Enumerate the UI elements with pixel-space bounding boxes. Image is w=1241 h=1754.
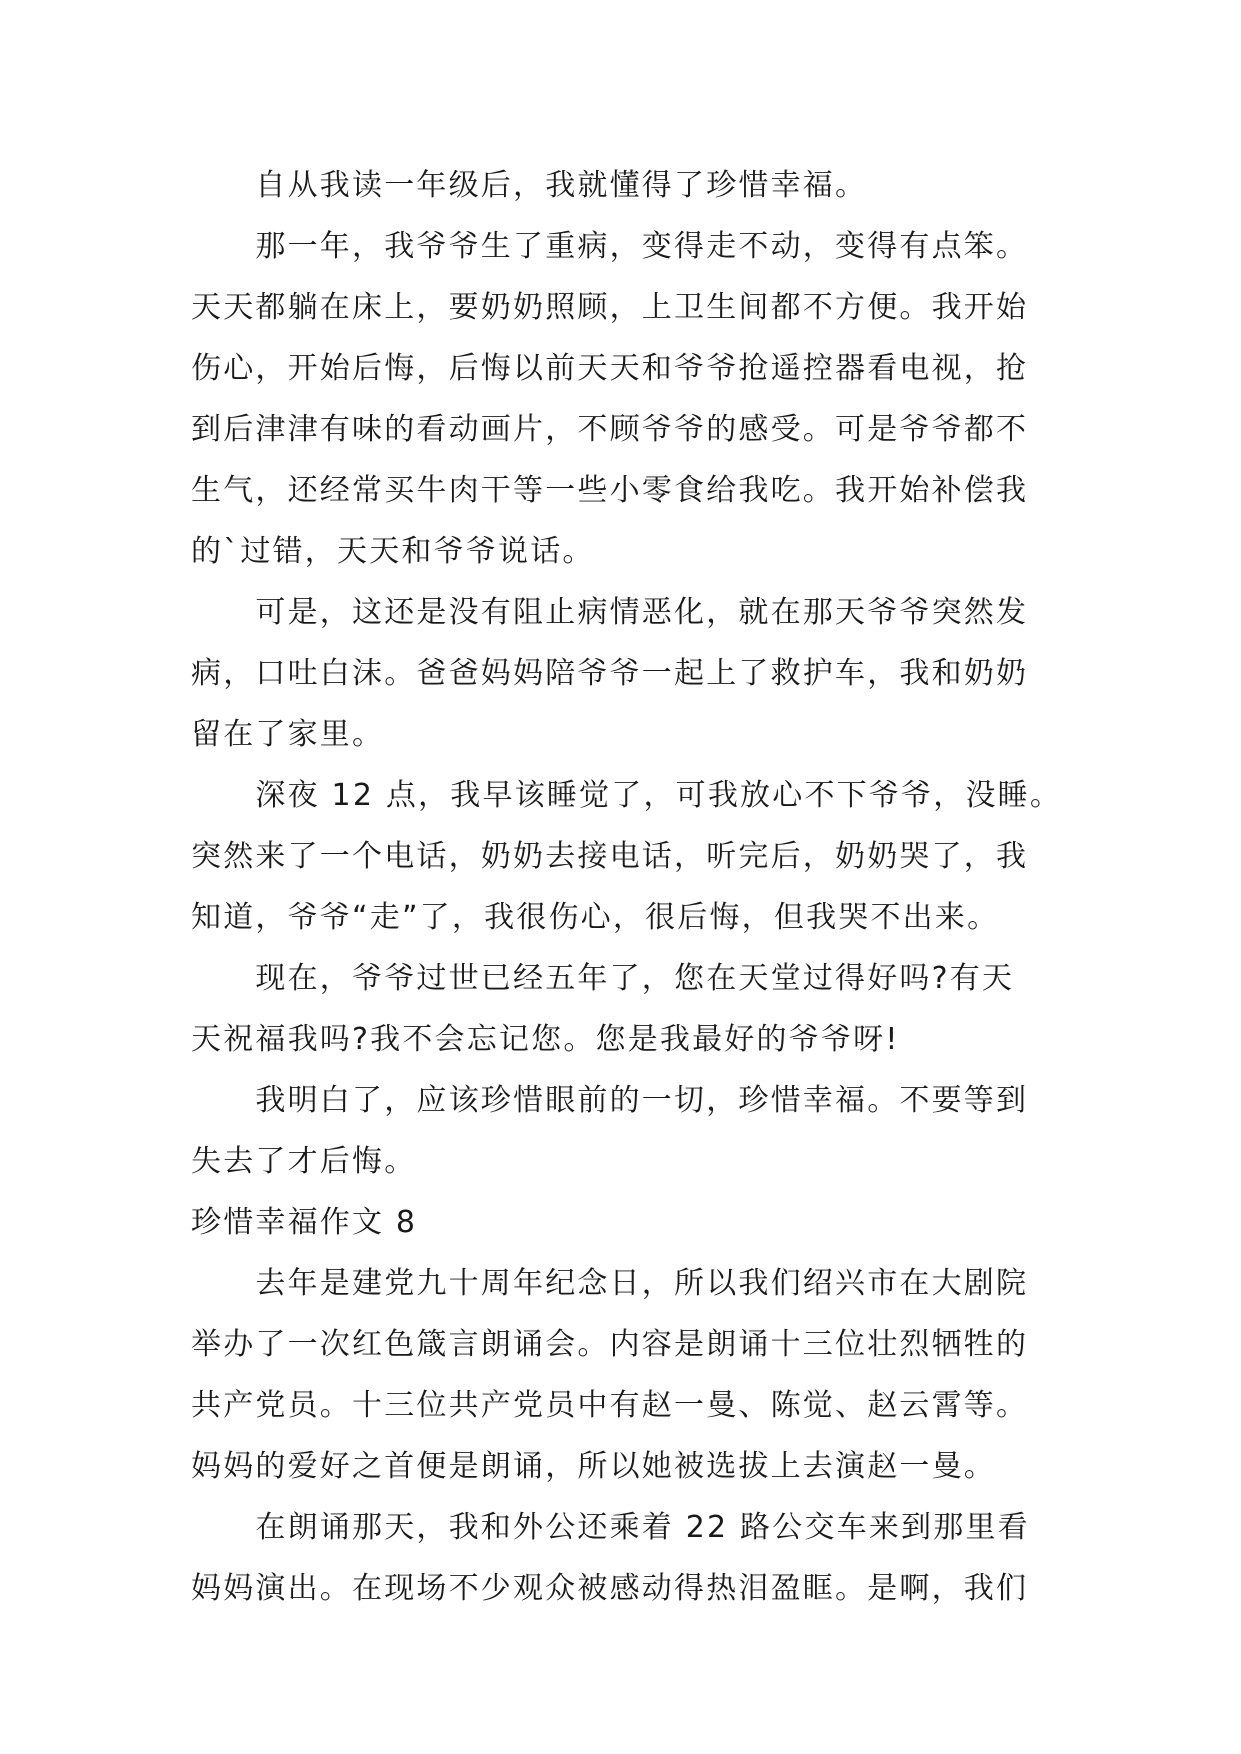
text-line: 生气，还经常买牛肉干等一些小零食给我吃。我开始补偿我	[191, 473, 1029, 508]
text-line: 妈妈演出。在现场不少观众被感动得热泪盈眶。是啊，我们	[191, 1571, 1029, 1606]
text-line: 现在，爷爷过世已经五年了，您在天堂过得好吗?有天	[191, 961, 1015, 996]
text-line: 在朗诵那天，我和外公还乘着 22 路公交车来到那里看	[191, 1510, 1030, 1545]
text-line: 天祝福我吗?我不会忘记您。您是我最好的爷爷呀!	[191, 1022, 900, 1057]
text-line: 去年是建党九十周年纪念日，所以我们绍兴市在大剧院	[191, 1266, 1029, 1301]
text-line: 深夜 12 点，我早该睡觉了，可我放心不下爷爷，没睡。	[191, 778, 1063, 813]
section-heading: 珍惜幸福作文 8	[191, 1205, 418, 1240]
text-line: 到后津津有味的看动画片，不顾爷爷的感受。可是爷爷都不	[191, 412, 1029, 447]
text-line: 知道，爷爷“走”了，我很伤心，很后悔，但我哭不出来。	[191, 900, 1000, 935]
text-line: 的`过错，天天和爷爷说话。	[191, 534, 595, 569]
text-line: 失去了才后悔。	[191, 1144, 417, 1179]
text-line: 天天都躺在床上，要奶奶照顾，上卫生间都不方便。我开始	[191, 290, 1029, 325]
text-line: 妈妈的爱好之首便是朗诵，所以她被选拔上去演赵一曼。	[191, 1449, 996, 1484]
text-line: 留在了家里。	[191, 717, 385, 752]
text-line: 突然来了一个电话，奶奶去接电话，听完后，奶奶哭了，我	[191, 839, 1029, 874]
document-body	[191, 155, 1063, 1619]
text-line: 那一年，我爷爷生了重病，变得走不动，变得有点笨。	[191, 229, 1029, 264]
text-line: 自从我读一年级后，我就懂得了珍惜幸福。	[191, 168, 868, 203]
text-line: 可是，这还是没有阻止病情恶化，就在那天爷爷突然发	[191, 595, 1029, 630]
text-line: 伤心，开始后悔，后悔以前天天和爷爷抢遥控器看电视，抢	[191, 351, 1029, 386]
text-line: 共产党员。十三位共产党员中有赵一曼、陈觉、赵云霄等。	[191, 1388, 1029, 1423]
text-line: 举办了一次红色箴言朗诵会。内容是朗诵十三位壮烈牺牲的	[191, 1327, 1029, 1362]
text-line: 病，口吐白沫。爸爸妈妈陪爷爷一起上了救护车，我和奶奶	[191, 656, 1029, 691]
text-line: 我明白了，应该珍惜眼前的一切，珍惜幸福。不要等到	[191, 1083, 1029, 1118]
